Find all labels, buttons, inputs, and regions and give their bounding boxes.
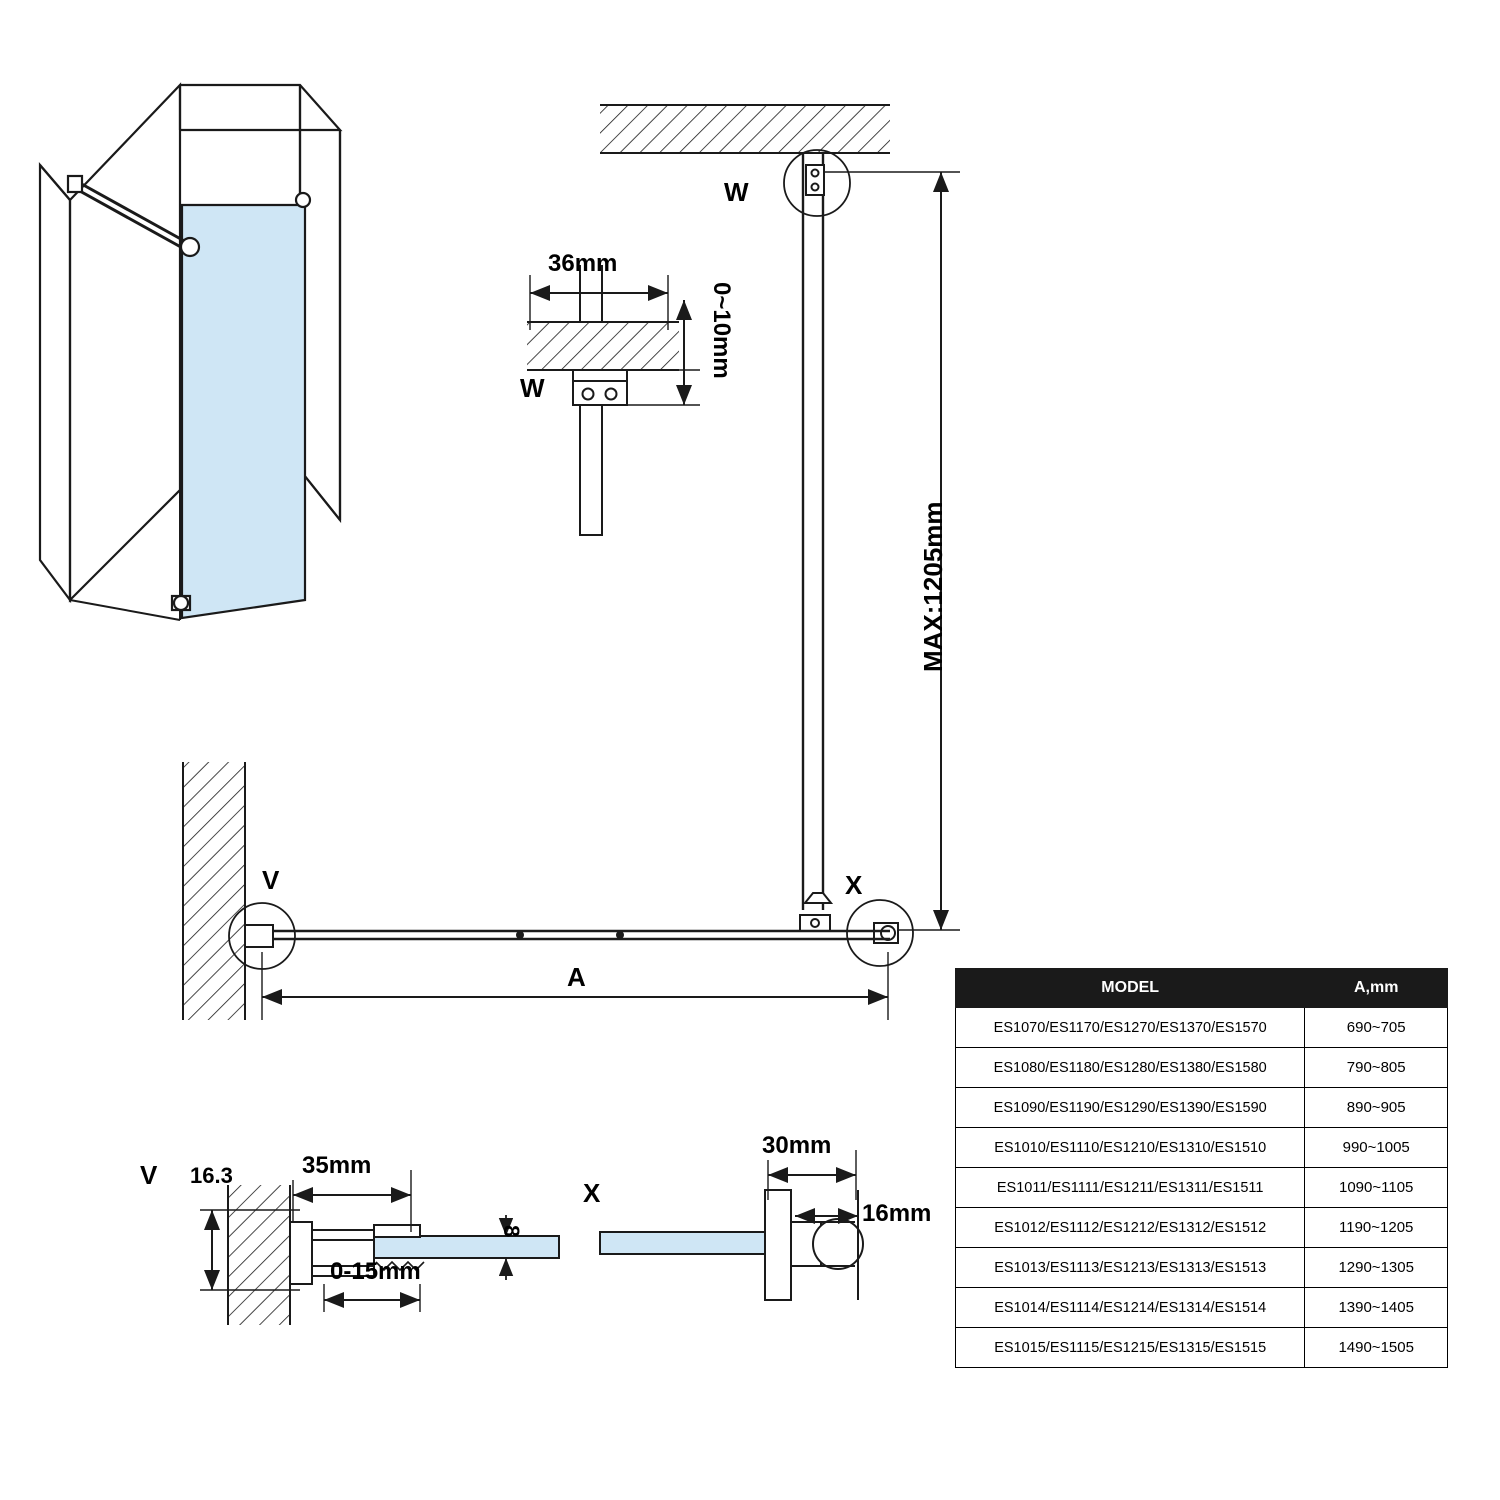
cell-a: 1490~1505 — [1305, 1328, 1448, 1368]
table-row — [956, 1088, 1448, 1128]
table-row — [956, 1168, 1448, 1208]
table-header-row — [956, 969, 1448, 1008]
model-spec-table — [955, 968, 1448, 1368]
dim-max-height: MAX:1205mm — [918, 501, 948, 672]
dim-30mm: 30mm — [762, 1132, 832, 1159]
cell-model: ES1090/ES1190/ES1290/ES1390/ES1590 — [956, 1088, 1305, 1128]
dim-a: A — [567, 962, 586, 992]
label-v-plan: V — [262, 865, 280, 895]
label-v-detail: V — [140, 1160, 158, 1190]
cell-a: 690~705 — [1305, 1008, 1448, 1048]
cell-model: ES1080/ES1180/ES1280/ES1380/ES1580 — [956, 1048, 1305, 1088]
table-row — [956, 1248, 1448, 1288]
cell-a: 790~805 — [1305, 1048, 1448, 1088]
dim-0-15mm: 0-15mm — [330, 1258, 421, 1285]
table-row — [956, 1328, 1448, 1368]
dim-36mm: 36mm — [548, 250, 618, 277]
label-x-plan: X — [845, 870, 863, 900]
table-row — [956, 1288, 1448, 1328]
dim-0-10mm: 0~10mm — [708, 282, 735, 379]
cell-model: ES1013/ES1113/ES1213/ES1313/ES1513 — [956, 1248, 1305, 1288]
label-w-elevation: W — [724, 177, 749, 207]
cell-model: ES1014/ES1114/ES1214/ES1314/ES1514 — [956, 1288, 1305, 1328]
dim-8: 8 — [499, 1225, 524, 1238]
cell-a: 890~905 — [1305, 1088, 1448, 1128]
cell-a: 1290~1305 — [1305, 1248, 1448, 1288]
label-w-detail: W — [520, 373, 545, 403]
cell-a: 1190~1205 — [1305, 1208, 1448, 1248]
cell-model: ES1015/ES1115/ES1215/ES1315/ES1515 — [956, 1328, 1305, 1368]
table-row — [956, 1128, 1448, 1168]
cell-model: ES1011/ES1111/ES1211/ES1311/ES1511 — [956, 1168, 1305, 1208]
isometric-view — [40, 85, 340, 620]
header-a-mm: A,mm — [1305, 969, 1448, 1008]
detail-x-section — [600, 1150, 863, 1300]
table-row — [956, 1208, 1448, 1248]
table-row — [956, 1008, 1448, 1048]
cell-a: 1390~1405 — [1305, 1288, 1448, 1328]
table-row — [956, 1048, 1448, 1088]
cell-a: 1090~1105 — [1305, 1168, 1448, 1208]
dim-35mm: 35mm — [302, 1152, 372, 1179]
dim-16-3: 16.3 — [190, 1163, 233, 1188]
cell-model: ES1012/ES1112/ES1212/ES1312/ES1512 — [956, 1208, 1305, 1248]
cell-model: ES1010/ES1110/ES1210/ES1310/ES1510 — [956, 1128, 1305, 1168]
label-x-detail: X — [583, 1178, 601, 1208]
detail-w-36mm — [527, 265, 700, 535]
detail-v-section — [200, 1170, 559, 1325]
cell-a: 990~1005 — [1305, 1128, 1448, 1168]
dim-16mm: 16mm — [862, 1200, 932, 1227]
cell-model: ES1070/ES1170/ES1270/ES1370/ES1570 — [956, 1008, 1305, 1048]
header-model: MODEL — [956, 969, 1305, 1008]
elevation-view — [600, 105, 960, 966]
plan-view — [183, 762, 890, 1020]
